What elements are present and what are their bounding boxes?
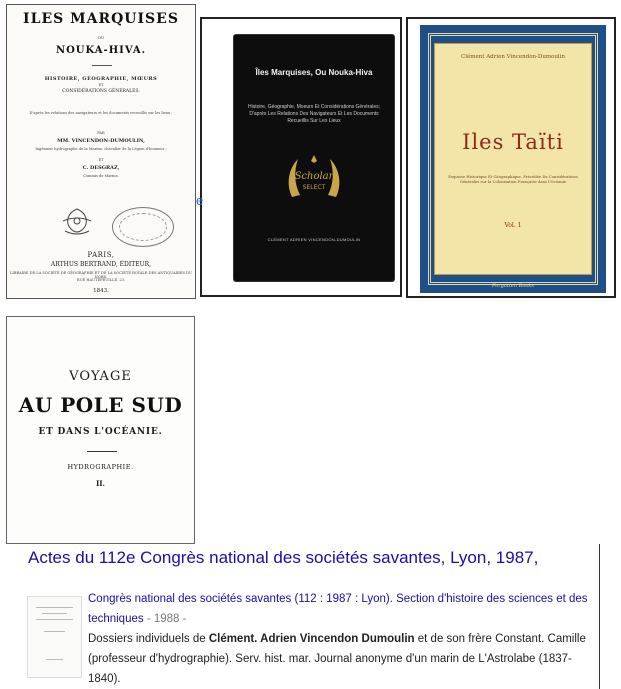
cover-year: 1843. <box>93 288 109 294</box>
cover-description: Esquisse Historique Et Géographique, Précédée De Considérations Générales sur la Colonisation Française dans l'Océanie <box>448 174 578 184</box>
book-jacket <box>234 35 394 281</box>
cover-author1-role: Ingénieur hydrographe de la Marine, chevalier de la Légion d'honneur ; <box>35 147 167 151</box>
cover-author: CLÉMENT ADRIEN VINCENDON-DUMOULIN <box>267 237 361 242</box>
cover-subtitle: Histoire, Géographie, Moeurs Et Considérations Générales; D'après Les Relations Des Navigateurs Et Les Documents Recueillis Sur Les Lieux <box>247 104 380 124</box>
ornament-icon <box>57 205 97 239</box>
cover-considerations: CONSIDÉRATIONS GÉNÉRALES. <box>62 89 140 94</box>
thumb-line <box>36 607 73 608</box>
thumb-line <box>44 631 65 632</box>
book-cover-iles-marquises[interactable] <box>6 4 196 299</box>
cover-volume: Vol. 1 <box>504 222 522 229</box>
cover-rule <box>87 451 117 452</box>
badge-top: Scholar <box>294 171 334 182</box>
result-year: - 1988 - <box>143 613 187 625</box>
cover-title: Iles Taïti <box>462 130 564 154</box>
cover-line2: AU POLE SUD <box>18 393 183 417</box>
cover-line3: ET DANS L'OCÉANIE. <box>38 427 163 437</box>
cover-publisher: Forgotten Books <box>492 283 534 289</box>
thumb-line <box>36 619 73 620</box>
result-source-link[interactable]: Congrès national des sociétés savantes (112 : 1987 : Lyon). Section d'histoire des sciences et des techniques <box>88 593 588 625</box>
book-cover-iles-taiti[interactable] <box>406 17 616 298</box>
cover-title: Îles Marquises, Ou Nouka-Hiva <box>255 68 373 77</box>
cover-notes: D'après les relations des navigateurs et les documents recueillis sur les lieux ; <box>29 111 173 115</box>
thumb-line <box>42 613 67 614</box>
thumb-line <box>46 659 63 660</box>
cover-author2: C. DESGRAZ, <box>82 165 120 171</box>
badge-bottom: SELECT <box>302 184 326 191</box>
snippet-highlight: Clément. Adrien Vincendon Dumoulin <box>208 633 415 645</box>
cover-title: ILES MARQUISES <box>23 11 179 27</box>
cover-address: RUE HAUTEFEUILLE, 23. <box>76 278 126 282</box>
cover-line4: HYDROGRAPHIE. <box>67 463 134 471</box>
cover-author1: MM. VINCENDON-DUMOULIN, <box>57 138 145 144</box>
book-cover-scholar-select[interactable] <box>200 17 402 297</box>
cover-city: PARIS, <box>87 251 115 259</box>
cover-author: Clément Adrien Vincendon-Dumoulin <box>461 54 565 60</box>
result-thumbnail[interactable] <box>27 596 82 678</box>
book-jacket <box>420 25 606 293</box>
snippet-after: et de son frère Constant. Camille (professeur d'hydrographie). Serv. hist. mar. Journal anonyme d'un marin de L'Astrolabe (1837-1840). <box>88 633 586 685</box>
cover-panel <box>434 43 592 275</box>
cover-line5: II. <box>96 479 105 488</box>
edge-mark: e <box>196 193 204 208</box>
cover-et2: ET <box>98 158 104 162</box>
cover-publisher: ARTHUS BERTRAND, ÉDITEUR, <box>50 261 152 268</box>
scholar-select-emblem-icon <box>284 151 344 207</box>
cover-line1: VOYAGE <box>69 369 132 384</box>
cover-ou: OU <box>97 35 105 40</box>
search-result <box>6 544 600 689</box>
result-snippet <box>88 589 598 689</box>
book-cover-voyage-pole-sud[interactable] <box>6 316 195 544</box>
result-title-link[interactable]: Actes du 112e Congrès national des sociétés savantes, Lyon, 1987, <box>28 548 539 567</box>
cover-histoire: HISTOIRE, GÉOGRAPHIE, MŒURS <box>44 76 158 82</box>
cover-et: ET <box>98 83 104 87</box>
snippet-before: Dossiers individuels de <box>88 633 209 645</box>
cover-rule <box>92 65 112 66</box>
cover-publisher-role: LIBRAIRE DE LA SOCIÉTÉ DE GÉOGRAPHIE ET DE LA SOCIÉTÉ ROYALE DES ANTIQUAIRES DU NORD, <box>10 271 192 279</box>
library-stamp-inner <box>119 213 167 241</box>
cover-par: PAR <box>97 131 105 135</box>
cover-author2-role: Commis de Marine. <box>83 174 119 178</box>
cover-subtitle: NOUKA-HIVA. <box>55 45 147 56</box>
